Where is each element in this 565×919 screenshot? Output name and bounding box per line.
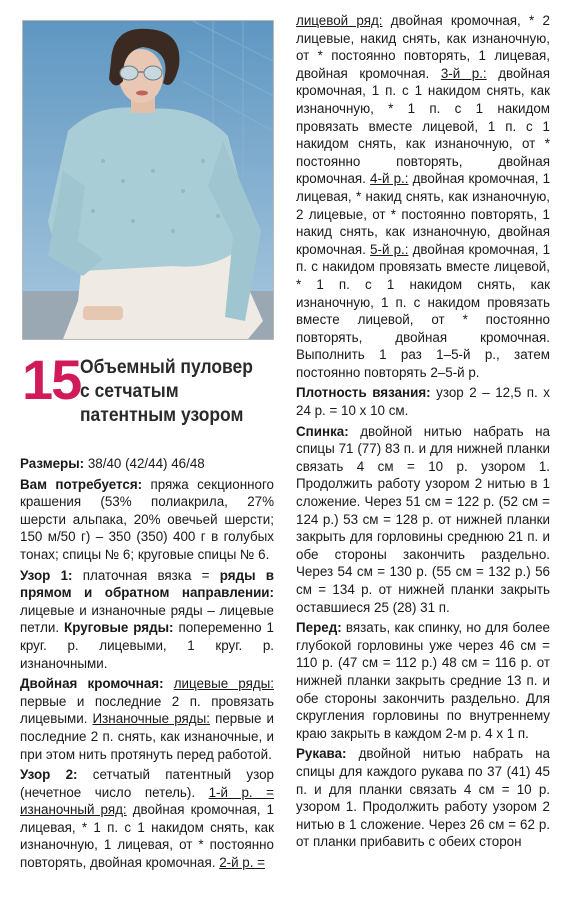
back-label: Спинка: bbox=[296, 423, 349, 439]
left-text-column bbox=[20, 455, 274, 872]
pattern2-paragraph bbox=[20, 766, 274, 872]
sleeves-text: двойной нитью набрать на спицы для каждого рукава по 37 (41) 45 п. и для планки связать 4 см = 10 р. узором 1. Продолжить работу узором 2 нитью в 1 сложение. Через 26 см = 62 р. от планки прибавить с обеих сторон bbox=[296, 746, 550, 850]
edge-purl-rows-label: Изнаночные ряды: bbox=[92, 711, 210, 727]
pattern-heading bbox=[22, 350, 284, 434]
pattern1-text: платочная вязка = bbox=[72, 567, 220, 583]
density-text: узор 2 – 12,5 п. х 24 р. = 10 х 10 см. bbox=[296, 385, 550, 419]
pattern1-paragraph bbox=[20, 567, 274, 673]
edge-label: Двойная кромочная: bbox=[20, 676, 164, 692]
row2-type-label: лицевой ряд: bbox=[296, 13, 383, 28]
row-text: двойная кромочная, 1 п. с накидом провязать вместе лицевой, * 1 п. с 1 накидом снять, как изнаночную, 1 п. с накидом провязать вместе лицевой, от * постоянно повторять, двойная кромочная. Выполнить 1 раз 1–5-й р., затем постоянно повторять 2–5-й р. bbox=[296, 241, 551, 380]
row1-label: 1-й р. = изнаночный ряд: bbox=[20, 784, 274, 818]
materials-text: пряжа секционного крашения (53% полиакрила, 27% шерсти альпака, 20% овечьей шерсти; 150 м/50 г) – 350 (350) 400 г в голубых тонах; спицы № 6; круговые спицы № 6. bbox=[20, 476, 274, 562]
sizes-label: Размеры: bbox=[20, 456, 85, 471]
density-label: Плотность вязания: bbox=[296, 385, 431, 401]
front-label: Перед: bbox=[296, 620, 342, 636]
edge-knit-rows-label: лицевые ряды: bbox=[173, 676, 274, 692]
row-text: двойная кромочная, 1 п. с 1 накидом снять, как изнаночную, * 1 п. с 1 накидом провязать вместе лицевой, 1 п. с 1 накидом снять, как изнаночную, от * постоянно повторять, двойная кромочная. bbox=[296, 65, 550, 187]
front-paragraph bbox=[296, 619, 550, 742]
sleeves-paragraph bbox=[296, 745, 550, 851]
pattern-title-line: с сетчатым bbox=[80, 381, 179, 402]
pattern1-label: Узор 1: bbox=[20, 567, 73, 583]
pattern1-text: лицевые и изнаночные ряды – лицевые петли. bbox=[20, 602, 274, 636]
density-paragraph bbox=[296, 384, 550, 419]
pattern2-text: сетчатый патентный узор (нечетное число петель). bbox=[20, 767, 274, 800]
pattern1-round-label: Круговые ряды: bbox=[64, 620, 174, 636]
materials-label: Вам потребуется: bbox=[20, 476, 143, 492]
row4-label: 4-й р.: bbox=[370, 171, 409, 187]
edge-text: первые и последние 2 п. провязать лицевыми. bbox=[20, 693, 274, 727]
pattern-number: 15 bbox=[22, 348, 81, 411]
row-text: двойная кромочная, * 2 лицевые, накид снять, как изнаночную, от * постоянно повторять, 1 лицевая, двойная кромочная. bbox=[296, 13, 550, 81]
pattern-title-line: Объемный пуловер bbox=[80, 357, 253, 378]
pattern1-rows-label: ряды в прямом и обратном направлении: bbox=[20, 567, 274, 601]
row3-label: 3-й р.: bbox=[440, 65, 487, 81]
edge-text: первые и последние 2 п. снять, как изнаночные, и при этом нить протянуть перед работой. bbox=[20, 711, 274, 762]
pattern-title-line: патентным узором bbox=[80, 405, 244, 426]
right-text-column bbox=[296, 12, 550, 851]
front-text: вязать, как спинку, но для более глубокой горловины уже через 46 см = 110 р. (47 см = 112 р.) 48 см = 116 р. от нижней планки закрыть средние 13 п. и обе стороны закончить раздельно. Для скругления горловины по внутреннему краю закрыть в каждом 2-м р. 4 х 1 п. bbox=[296, 620, 550, 741]
sleeves-label: Рукава: bbox=[296, 746, 347, 762]
model-photo bbox=[22, 20, 274, 340]
pattern2-text: двойная кромочная, 1 лицевая, * 1 п. с 1 накидом снять, как изнаночную, 1 лицевая, от * постоянно повторять, двойная кромочная. bbox=[20, 802, 274, 871]
row-text: двойная кромочная, 1 лицевая, * накид снять, как изнаночную, 2 лицевые, от * постоянно повторять, 1 накид снять, как изнаночную, двойная кромочная. bbox=[296, 171, 551, 257]
pattern2-label: Узор 2: bbox=[20, 767, 78, 783]
materials-paragraph bbox=[20, 476, 274, 564]
pattern1-text: попеременно 1 круг. р. лицевыми, 1 круг. р. изнаночными. bbox=[20, 620, 275, 671]
back-text: двойной нитью набрать на спицы 71 (77) 83 п. и для нижней планки связать 4 см = 10 р. узором 1. Продолжить работу узором 2 нитью в 1 сложение. Через 51 см = 122 р. (52 см = 124 р.) 53 см = 128 р. от нижней планки закрыть для горловины среднюю 21 п. и обе стороны закончить раздельно. Через 54 см = 130 р. (55 см = 132 р.) 56 см = 134 р. от нижней планки закрыть оставшиеся 25 (28) 31 п. bbox=[296, 423, 550, 615]
sizes-paragraph bbox=[20, 455, 274, 473]
row2-label: 2-й р. = bbox=[219, 855, 266, 871]
model-illustration bbox=[23, 21, 273, 339]
row5-label: 5-й р.: bbox=[370, 241, 409, 257]
pattern2-continuation bbox=[296, 12, 550, 381]
pattern-title bbox=[80, 356, 273, 428]
edge-paragraph bbox=[20, 675, 274, 763]
back-paragraph bbox=[296, 423, 550, 617]
sizes-text: 38/40 (42/44) 46/48 bbox=[84, 456, 205, 471]
